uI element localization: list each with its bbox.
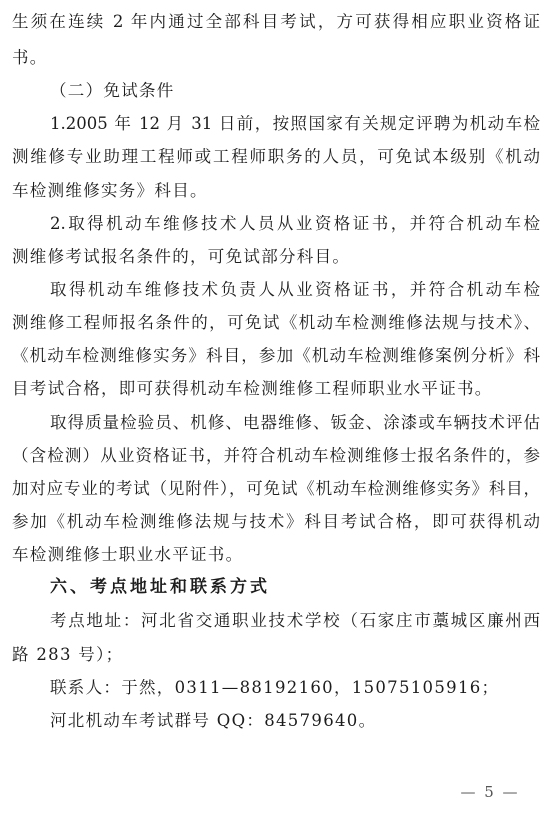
paragraph: [12, 107, 540, 206]
text-line: 《机动车检测维修实务》科目，参加《机动车检测维修案例分析》科: [12, 346, 540, 366]
section-heading: [12, 571, 540, 604]
text-line: （二）免试条件: [50, 81, 175, 101]
paragraph: [12, 406, 540, 572]
text-line: 河北机动车考试群号 QQ：84579640。: [50, 710, 377, 730]
paragraph: [12, 273, 540, 406]
text-line: 生须在连续 2 年内通过全部科目考试，方可获得相应职业资格证: [12, 12, 540, 31]
text-line: （含检测）从业资格证书，并符合机动车检测维修士报名条件的，参: [12, 445, 540, 465]
text-line: 目考试合格，即可获得机动车检测维修工程师职业水平证书。: [12, 379, 493, 399]
paragraph: [12, 207, 540, 273]
paragraph: [12, 704, 540, 737]
text-line: 测维修专业助理工程师或工程师职务的人员，可免试本级别《机动: [12, 147, 540, 167]
text-line: 1.2005 年 12 月 31 日前，按照国家有关规定评聘为机动车检: [50, 114, 540, 134]
subsection-heading: [12, 74, 540, 107]
page-number: — 5 —: [460, 783, 520, 801]
text-line: 考点地址：河北省交通职业技术学校（石家庄市藁城区廉州西: [50, 611, 540, 631]
text-line: 车检测维修士职业水平证书。: [12, 545, 244, 565]
text-line: 取得质量检验员、机修、电器维修、钣金、涂漆或车辆技术评估: [50, 412, 540, 432]
paragraph: [12, 3, 540, 74]
text-line: 加对应专业的考试（见附件），可免试《机动车检测维修实务》科目，: [12, 478, 540, 498]
page-body: [12, 3, 540, 737]
text-line: 联系人：于然，0311—88192160，15075105916；: [50, 677, 500, 697]
text-line: 车检测维修实务》科目。: [12, 180, 208, 200]
text-line: 2.取得机动车维修技术人员从业资格证书，并符合机动车检: [50, 213, 540, 233]
paragraph: [12, 671, 540, 704]
text-line: 路 283 号）；: [12, 644, 124, 664]
text-line: 测维修考试报名条件的，可免试部分科目。: [12, 246, 351, 266]
text-line: 书。: [12, 48, 48, 67]
text-line: 参加《机动车检测维修法规与技术》科目考试合格，即可获得机动: [12, 511, 540, 531]
text-line: 取得机动车维修技术负责人从业资格证书，并符合机动车检: [50, 279, 540, 299]
text-line: 测维修工程师报名条件的，可免试《机动车检测维修法规与技术》、: [12, 313, 540, 333]
text-line: 六、考点地址和联系方式: [50, 577, 270, 598]
paragraph: [12, 604, 540, 670]
